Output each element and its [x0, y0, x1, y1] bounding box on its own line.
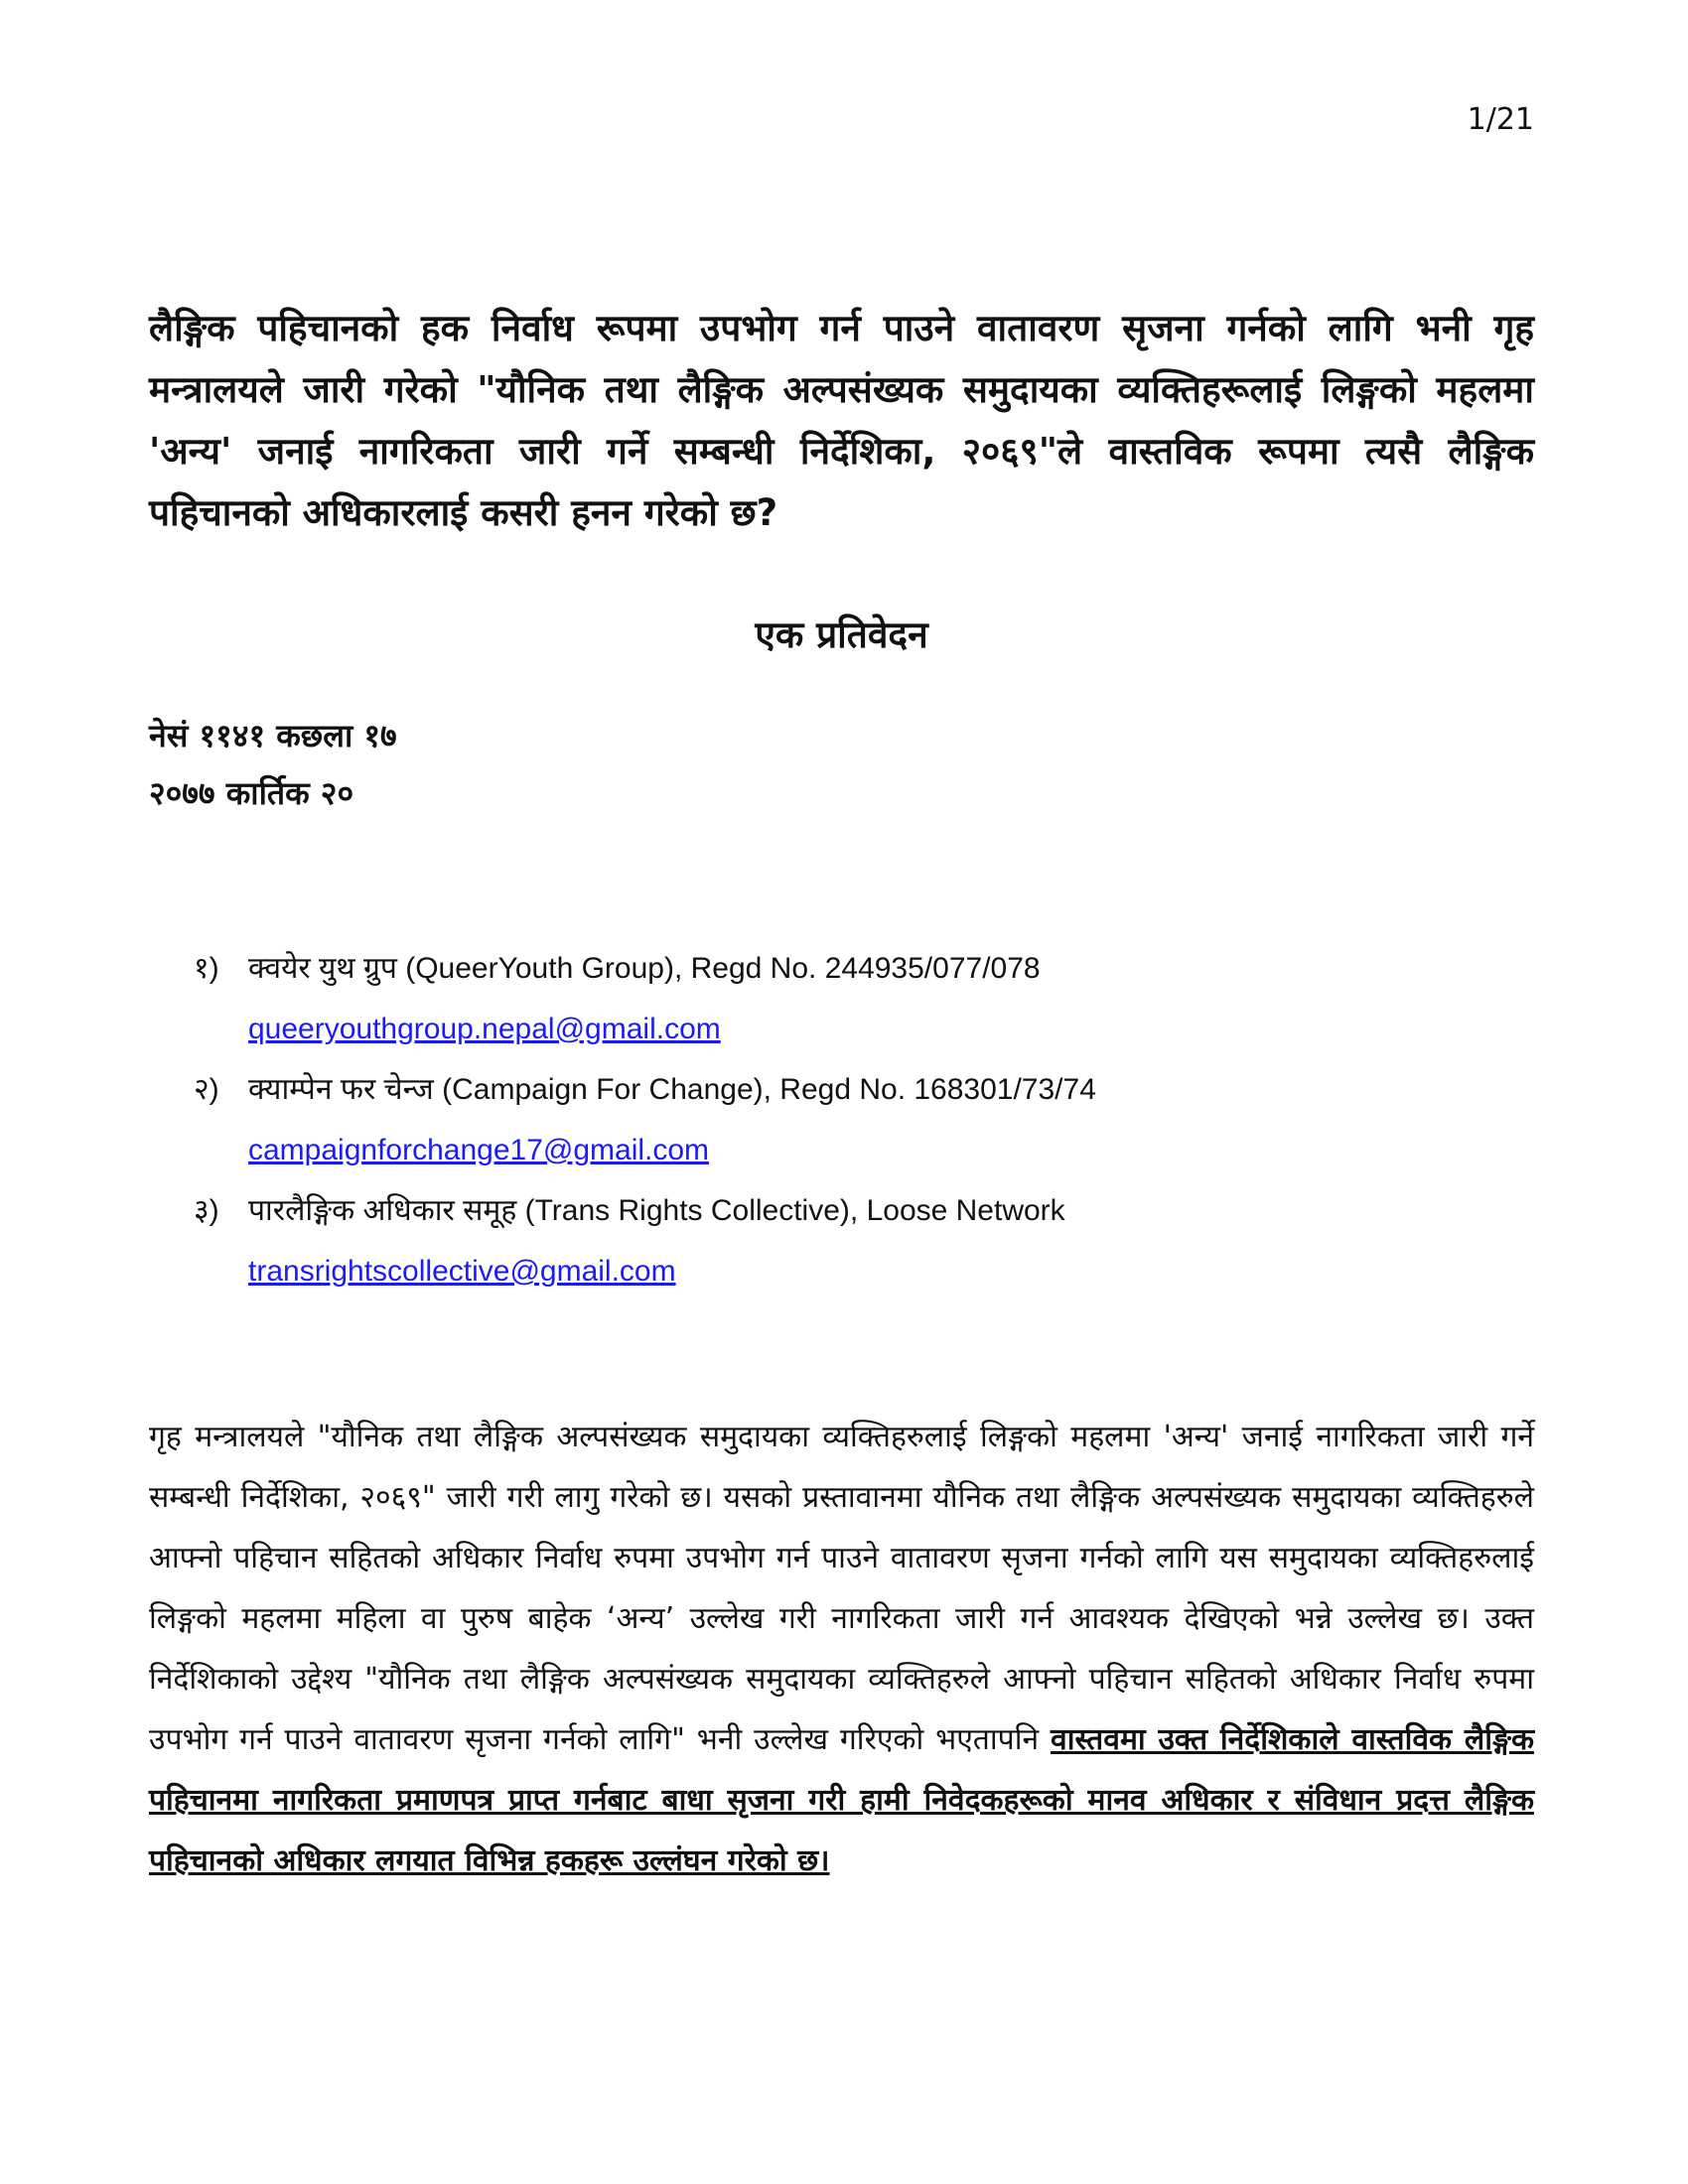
organization-name: क्याम्पेन फर चेन्ज (Campaign For Change), Regd No. 168301/73/74	[248, 1073, 1096, 1106]
date-block	[149, 707, 397, 822]
list-item	[194, 938, 1385, 1059]
list-item	[194, 1059, 1385, 1180]
email-link[interactable]: campaignforchange17@gmail.com	[248, 1134, 710, 1166]
organization-name: क्वयेर युथ ग्रुप (QueerYouth Group), Regd No. 244935/077/078	[248, 952, 1041, 985]
document-title: लैङ्गिक पहिचानको हक निर्वाध रूपमा उपभोग गर्न पाउने वातावरण सृजना गर्नको लागि भनी गृह मन्त्रालयले जारी गरेको "यौनिक तथा लैङ्गिक अल्पसंख्यक समुदायका व्यक्तिहरूलाई लिङ्गको महलमा 'अन्य' जनाई नागरिकता जारी गर्ने सम्बन्धी निर्देशिका, २०६९"ले वास्तविक रूपमा त्यसै लैङ्गिक पहिचानको अधिकारलाई कसरी हनन गरेको छ?	[149, 307, 1534, 534]
email-link[interactable]: queeryouthgroup.nepal@gmail.com	[248, 1013, 721, 1045]
list-item-number: १)	[194, 952, 219, 985]
list-item-number: २)	[194, 1073, 219, 1106]
list-item	[194, 1180, 1385, 1301]
page-number: 1/21	[1467, 102, 1534, 137]
date-bikram-sambat: २०७७ कार्तिक २०	[149, 774, 354, 812]
email-link[interactable]: transrightscollective@gmail.com	[248, 1255, 676, 1288]
organization-list	[194, 938, 1385, 1301]
organization-name: पारलैङ्गिक अधिकार समूह (Trans Rights Collective), Loose Network	[248, 1194, 1065, 1227]
document-subtitle: एक प्रतिवेदन	[755, 614, 928, 656]
body-text: गृह मन्त्रालयले "यौनिक तथा लैङ्गिक अल्पसंख्यक समुदायका व्यक्तिहरुलाई लिङ्गको महलमा 'अन्य' जनाई नागरिकता जारी गर्ने सम्बन्धी निर्देशिका, २०६९" जारी गरी लागु गरेको छ। यसको प्रस्तावानमा यौनिक तथा लैङ्गिक अल्पसंख्यक समुदायका व्यक्तिहरुले आफ्नो पहिचान सहितको अधिकार निर्वाध रुपमा उपभोग गर्न पाउने वातावरण सृजना गर्नको लागि यस समुदायका व्यक्तिहरुलाई लिङ्गको महलमा महिला वा पुरुष बाहेक ‘अन्य’ उल्लेख गरी नागरिकता जारी गर्न आवश्यक देखिएको भन्ने उल्लेख छ। उक्त निर्देशिकाको उद्देश्य "यौनिक तथा लैङ्गिक अल्पसंख्यक समुदायका व्यक्तिहरुले आफ्नो पहिचान सहितको अधिकार निर्वाध रुपमा उपभोग गर्न पाउने वातावरण सृजना गर्नको लागि" भनी उल्लेख गरिएको भएतापनि	[149, 1420, 1534, 1757]
emphasized-statement: वास्तवमा उक्त निर्देशिकाले वास्तविक लैङ्गिक पहिचानमा नागरिकता प्रमाणपत्र प्राप्त गर्नबाट बाधा सृजना गरी हामी निवेदकहरूको मानव अधिकार र संविधान प्रदत्त लैङ्गिक पहिचानको अधिकार लगयात विभिन्न हकहरू उल्लंघन गरेको छ।	[149, 1722, 1535, 1878]
body-paragraph	[149, 1407, 1534, 1891]
date-nepal-sambat: नेसं ११४१ कछला १७	[149, 717, 397, 754]
list-item-number: ३)	[194, 1194, 219, 1227]
